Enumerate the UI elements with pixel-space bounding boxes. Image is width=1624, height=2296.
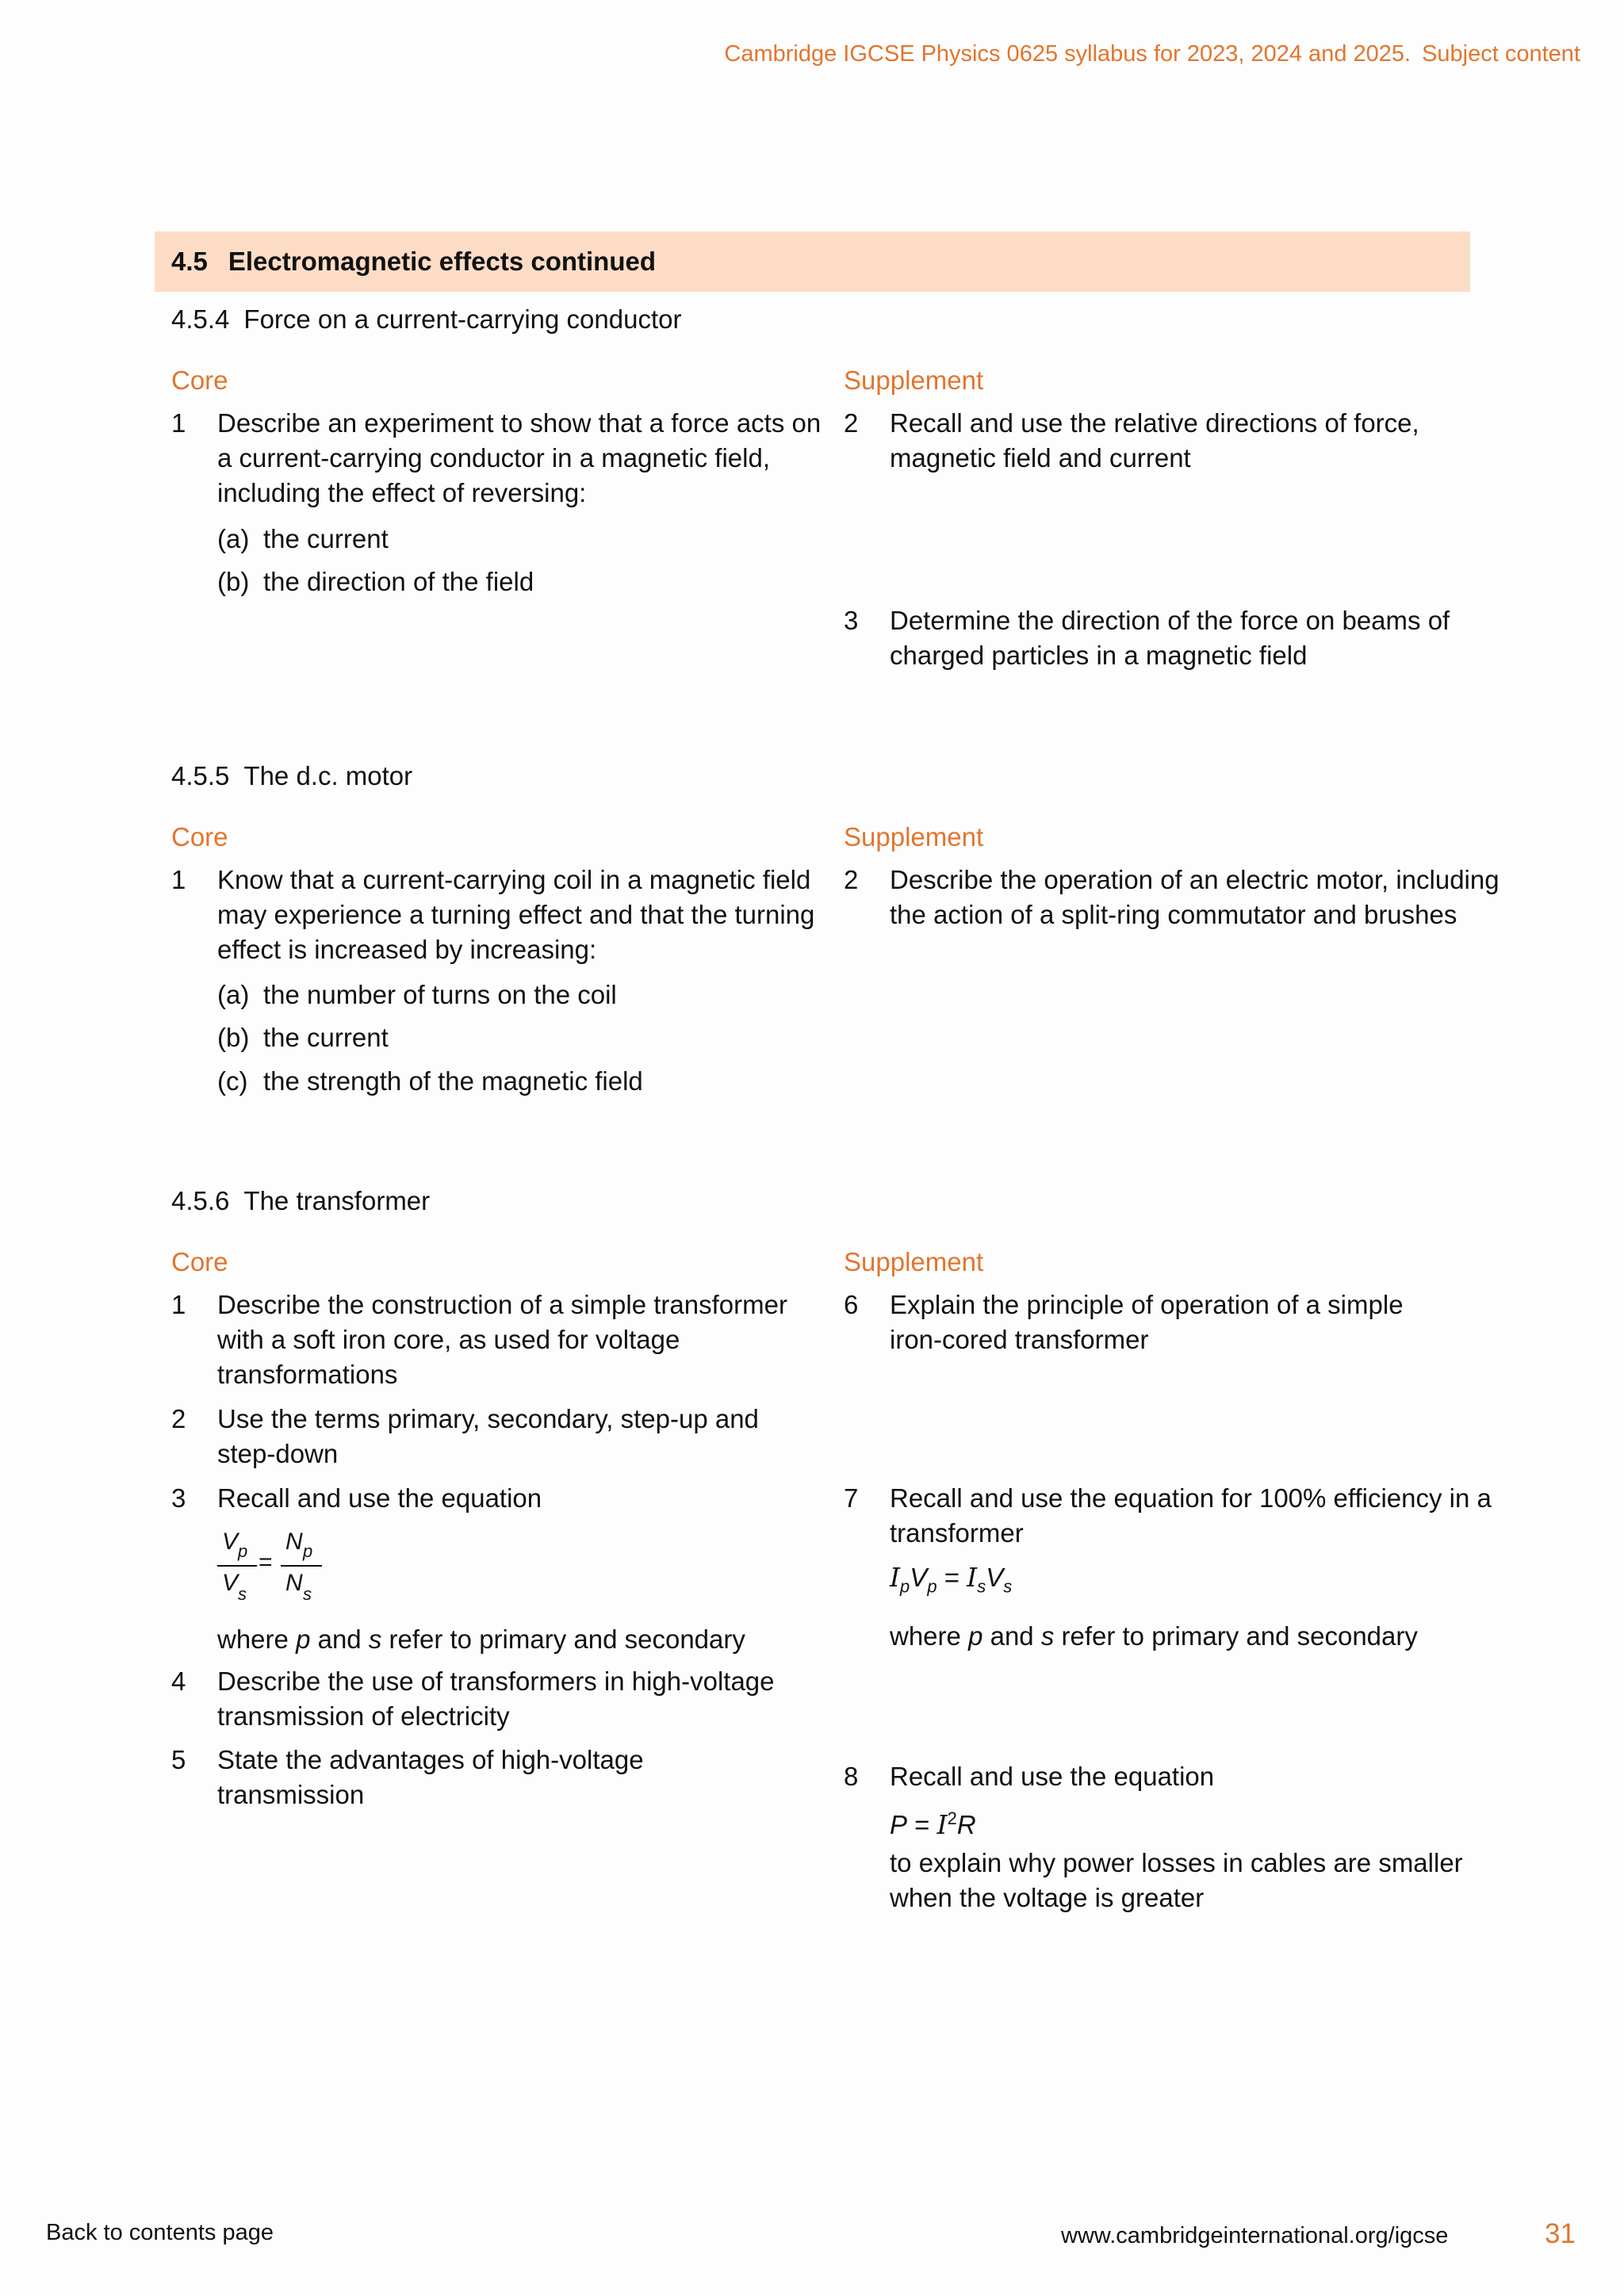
- subitem-label: (a): [217, 524, 250, 553]
- item-number: 4: [171, 1667, 186, 1696]
- eq-subscript-p: p: [927, 1576, 937, 1597]
- subsection-title: Force on a current-carrying conductor: [243, 304, 682, 334]
- eq-subscript-p: p: [303, 1541, 313, 1561]
- item-text: Describe an experiment to show that a force acts on a current-carrying conductor in a magnetic field, including the effect of reversing:: [217, 408, 822, 507]
- item-number: 3: [171, 1483, 186, 1513]
- item-number: 1: [171, 408, 186, 438]
- item-text: Recall and use the equation for 100% efficiency in a transformer: [890, 1483, 1492, 1548]
- section-name: Subject content: [1422, 41, 1580, 67]
- item-text: State the advantages of high-voltage transmission: [217, 1745, 644, 1809]
- note-text: refer to primary and secondary: [381, 1624, 745, 1654]
- item-text: Describe the construction of a simple transformer with a soft iron core, as used for voltage transformations: [217, 1290, 787, 1389]
- subsection-number: 4.5.6: [171, 1186, 230, 1215]
- eq-var-v: V: [986, 1563, 1004, 1592]
- item-number: 2: [844, 408, 859, 438]
- item-text: Use the terms primary, secondary, step-up and step-down: [217, 1404, 759, 1468]
- note-text: and: [982, 1621, 1041, 1651]
- eq-exponent: 2: [947, 1808, 957, 1828]
- subsection-heading-4-5-4: [171, 304, 681, 335]
- core-heading: Core: [171, 365, 228, 395]
- subitem-text: the current: [263, 524, 389, 553]
- eq-var-p: P: [890, 1810, 908, 1839]
- subitem-label: (b): [217, 1023, 250, 1052]
- note-text: refer to primary and secondary: [1054, 1621, 1418, 1651]
- subsection-title: The transformer: [243, 1186, 431, 1215]
- eq-var-v: V: [910, 1563, 928, 1592]
- eq-numerator-n: N: [285, 1529, 303, 1555]
- supplement-heading: Supplement: [844, 365, 984, 395]
- item-text: to explain why power losses in cables are smaller when the voltage is greater: [890, 1848, 1463, 1912]
- section-number: 4.5: [171, 247, 208, 276]
- note-var-s: s: [1040, 1621, 1055, 1651]
- eq-subscript-s: s: [303, 1584, 312, 1604]
- item-number: 5: [171, 1745, 186, 1774]
- subsection-heading-4-5-6: [171, 1186, 430, 1216]
- subsection-title: The d.c. motor: [243, 761, 413, 790]
- eq-denominator-v: V: [222, 1570, 239, 1596]
- core-heading: Core: [171, 822, 228, 851]
- fraction-bar: [217, 1565, 257, 1567]
- eq-subscript-s: s: [1003, 1576, 1013, 1597]
- core-where-note: [217, 1622, 745, 1657]
- item-text: Recall and use the relative directions of force, magnetic field and current: [890, 408, 1419, 473]
- note-var-p: p: [968, 1621, 983, 1651]
- note-text: and: [310, 1624, 369, 1654]
- eq-subscript-p: p: [238, 1541, 248, 1561]
- core-subitem-b: [217, 1020, 389, 1055]
- eq-equals: =: [259, 1549, 273, 1575]
- item-number: 8: [844, 1762, 859, 1791]
- eq-equals: =: [907, 1810, 937, 1839]
- efficiency-equation: [890, 1560, 1012, 1605]
- eq-var-r: R: [956, 1810, 976, 1839]
- item-text: Recall and use the equation: [890, 1762, 1215, 1791]
- subitem-text: the number of turns on the coil: [263, 980, 617, 1009]
- subsection-number: 4.5.4: [171, 304, 230, 334]
- note-text: where: [890, 1621, 969, 1651]
- subitem-text: the strength of the magnetic field: [263, 1066, 643, 1096]
- eq-var-i: I: [890, 1562, 901, 1593]
- page-number: 31: [1545, 2218, 1576, 2249]
- item-text: Explain the principle of operation of a simple iron-cored transformer: [890, 1290, 1404, 1354]
- core-subitem-a: [217, 978, 617, 1012]
- item-number: 3: [844, 606, 859, 635]
- item-number: 2: [171, 1404, 186, 1433]
- item-text: Describe the operation of an electric motor, including the action of a split-ring commutator and brushes: [890, 865, 1500, 929]
- syllabus-title: Cambridge IGCSE Physics 0625 syllabus for 2023, 2024 and 2025.: [724, 41, 1411, 67]
- item-number: 2: [844, 865, 859, 894]
- item-text: Know that a current-carrying coil in a magnetic field may experience a turning effect and that the turning effect is increased by increasing:: [217, 865, 815, 964]
- item-number: 1: [171, 1290, 186, 1319]
- note-text: where: [217, 1624, 297, 1654]
- eq-subscript-s: s: [977, 1576, 986, 1597]
- eq-var-i: I: [936, 1809, 948, 1840]
- supplement-heading: Supplement: [844, 1247, 984, 1276]
- transformer-ratio-equation: [217, 1525, 328, 1613]
- supplement-where-note: [890, 1619, 1418, 1654]
- core-subitem-c: [217, 1064, 643, 1099]
- section-title: Electromagnetic effects continued: [228, 247, 656, 276]
- core-subitem-a: [217, 522, 389, 557]
- subitem-text: the current: [263, 1023, 389, 1052]
- eq-numerator-v: V: [222, 1529, 239, 1555]
- back-to-contents-link[interactable]: Back to contents page: [46, 2220, 274, 2245]
- item-text: Describe the use of transformers in high-voltage transmission of electricity: [217, 1667, 775, 1731]
- core-subitem-b: [217, 564, 534, 599]
- eq-denominator-n: N: [285, 1570, 303, 1596]
- supplement-heading: Supplement: [844, 822, 984, 851]
- subitem-label: (b): [217, 567, 250, 596]
- item-number: 1: [171, 865, 186, 894]
- subsection-number: 4.5.5: [171, 761, 230, 790]
- subitem-text: the direction of the field: [263, 567, 534, 596]
- section-band: [155, 232, 1470, 292]
- eq-equals: =: [936, 1563, 967, 1592]
- website-url[interactable]: www.cambridgeinternational.org/igcse: [1061, 2223, 1449, 2248]
- subsection-heading-4-5-5: [171, 761, 412, 791]
- core-heading: Core: [171, 1247, 228, 1276]
- eq-subscript-p: p: [900, 1576, 910, 1597]
- item-text: Recall and use the equation: [217, 1483, 542, 1513]
- running-header: [724, 41, 1580, 67]
- item-number: 6: [844, 1290, 859, 1319]
- note-var-s: s: [368, 1624, 382, 1654]
- fraction-bar: [281, 1565, 322, 1567]
- note-var-p: p: [296, 1624, 311, 1654]
- item-number: 7: [844, 1483, 859, 1513]
- item-text: Determine the direction of the force on beams of charged particles in a magnetic field: [890, 606, 1450, 670]
- subitem-label: (c): [217, 1066, 248, 1096]
- power-loss-equation: [890, 1801, 976, 1843]
- subitem-label: (a): [217, 980, 250, 1009]
- eq-subscript-s: s: [238, 1584, 247, 1604]
- eq-var-i: I: [967, 1562, 978, 1593]
